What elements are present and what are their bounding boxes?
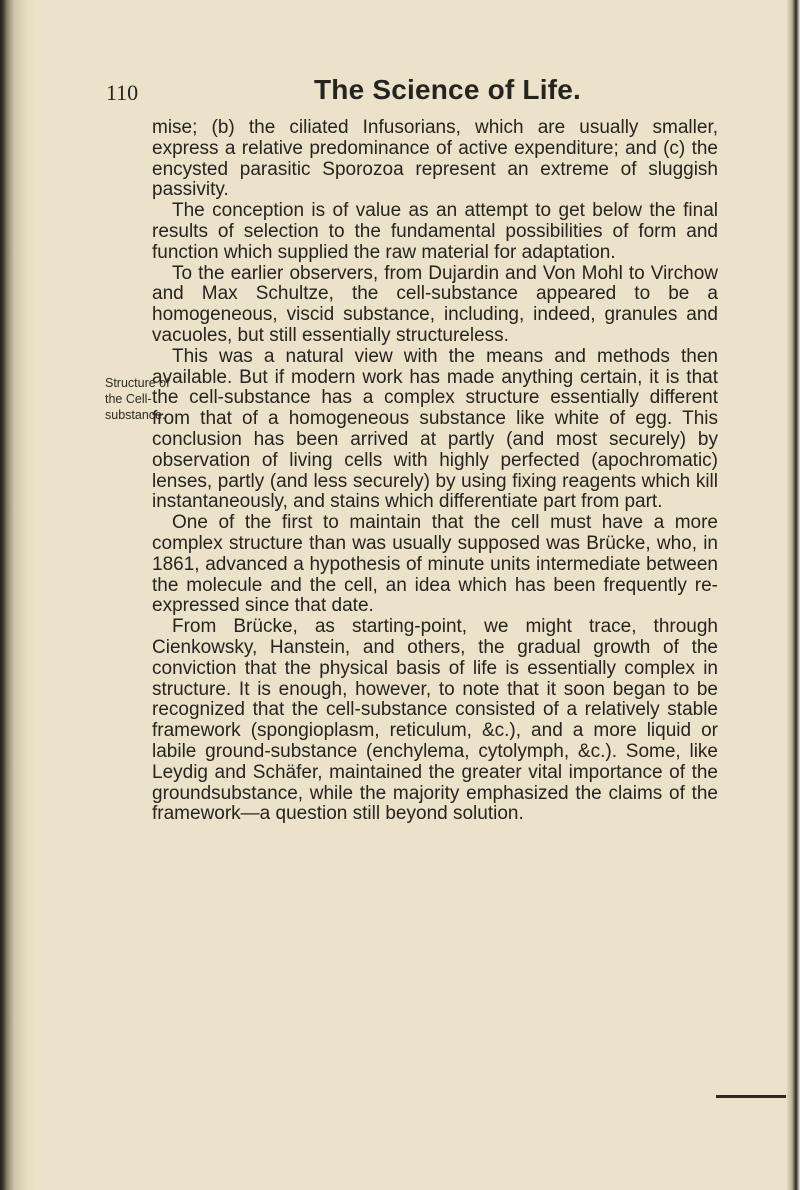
margin-note-line: the Cell- xyxy=(105,392,152,406)
page-edge-shadow xyxy=(786,0,800,1190)
page-corner-rule xyxy=(716,1095,786,1098)
running-title: The Science of Life. xyxy=(314,74,581,105)
paragraph: From Brücke, as starting-point, we might trace, through Cienkowsky, Hanstein, and others, the gradual growth of the conviction that the physical basis of life is essentially complex in structure. It is enough, however, to note that it soon began to be recognized that the cell-substance consisted of a relatively stable framework (spongioplasm, reticulum, &c.), and a more liquid or labile ground-substance (enchylema, cytolymph, &c.). Some, like Leydig and Schäfer, maintained the greater vital importance of the groundsubstance, while the majority emphasized the claims of the framework—a question still beyond solution. xyxy=(152,616,718,825)
page-binding-shadow xyxy=(0,0,36,1190)
body-text xyxy=(152,118,718,825)
paragraph: One of the first to maintain that the cell must have a more complex structure than was usually supposed was Brücke, who, in 1861, advanced a hypothesis of minute units intermediate between the molecule and the cell, an idea which has been frequently re-expressed since that date. xyxy=(152,512,718,617)
page-number: 110 xyxy=(106,80,139,105)
paragraph: mise; (b) the ciliated Infusorians, which are usually smaller, express a relative predominance of active expenditure; and (c) the encysted parasitic Sporozoa represent an extreme of sluggish passivity. xyxy=(152,117,718,201)
paragraph: To the earlier observers, from Dujardin and Von Mohl to Virchow and Max Schultze, the cell-substance appeared to be a homogeneous, viscid substance, including, indeed, granules and vacuoles, but still essentially structureless. xyxy=(152,262,718,346)
paragraph: This was a natural view with the means and methods then available. But if modern work has made anything certain, it is that the cell-substance has a complex structure essentially different from that of a homogeneous substance like white of egg. This conclusion has been arrived at partly (and most securely) by observation of living cells with highly perfected (apochromatic) lenses, partly (and less securely) by using fixing reagents which kill instantaneously, and stains which differentiate part from part. xyxy=(152,345,718,513)
paragraph: The conception is of value as an attempt to get below the final results of selection to the fundamental possibilities of form and function which supplied the raw material for adaptation. xyxy=(152,200,718,263)
page-header xyxy=(106,74,606,110)
margin-note-line: Structure of xyxy=(105,376,170,390)
margin-note-line: substance. xyxy=(105,408,166,422)
